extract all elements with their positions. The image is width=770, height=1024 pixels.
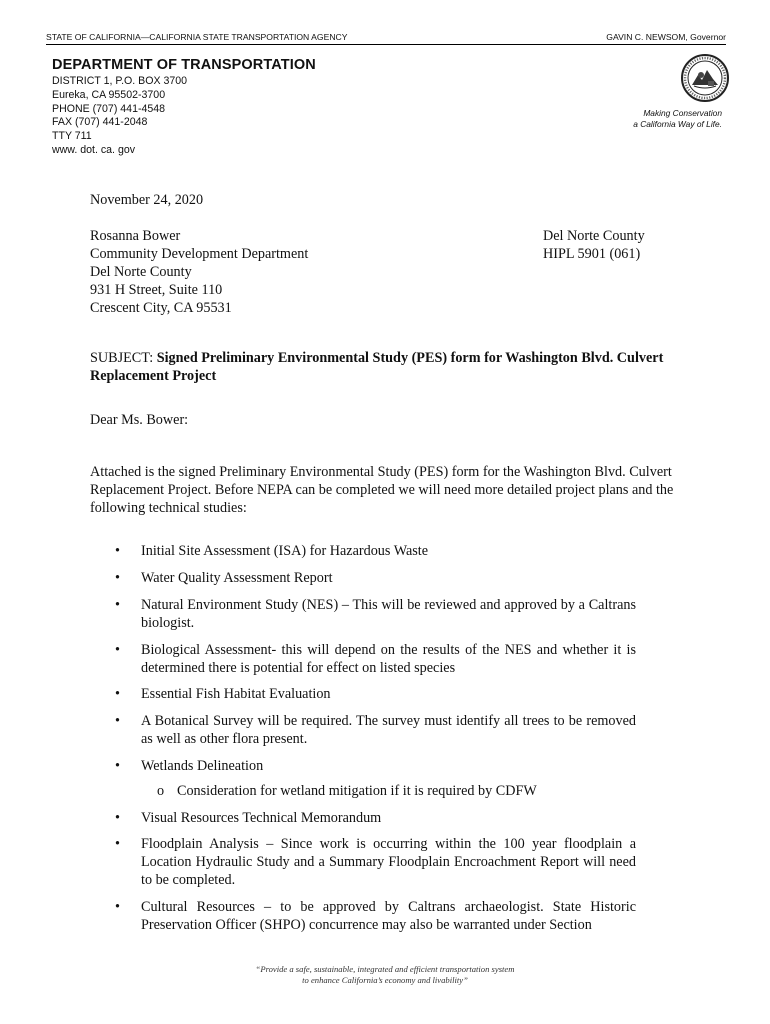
recipient-name: Rosanna Bower: [90, 228, 181, 244]
list-item: • A Botanical Survey will be required. The survey must identify all trees to be removed as well as other flora present.: [141, 712, 636, 748]
list-item: • Water Quality Assessment Report: [141, 569, 636, 587]
list-item: • Visual Resources Technical Memorandum: [141, 809, 636, 827]
motto-line: Making Conservation: [643, 108, 722, 118]
subject-text: Signed Preliminary Environmental Study (PES) form for Washington Blvd. Culvert Replacement Project: [90, 350, 664, 384]
list-item: • Cultural Resources – to be approved by Caltrans archaeologist. State Historic Preservation Officer (SHPO) concurrence may also be warranted under Section: [141, 898, 636, 934]
subject-label: SUBJECT:: [90, 350, 157, 366]
tty-line: TTY 711: [52, 130, 92, 143]
list-item: • Floodplain Analysis – Since work is occurring within the 100 year floodplain a Location Hydraulic Study and a Summary Floodplain Encroachment Report will need to be completed.: [141, 835, 636, 889]
agency-header-bar: [46, 32, 726, 45]
salutation: Dear Ms. Bower:: [90, 412, 189, 428]
reference-number: HIPL 5901 (061): [543, 246, 641, 262]
list-item: • Biological Assessment- this will depend on the results of the NES and whether it is determined there is potential for effect on listed species: [141, 641, 636, 677]
list-item: • Initial Site Assessment (ISA) for Hazardous Waste: [141, 542, 636, 560]
address-line: DISTRICT 1, P.O. BOX 3700: [52, 75, 188, 87]
recipient-dept: Community Development Department: [90, 246, 309, 262]
motto: [633, 108, 722, 130]
department-address: [52, 75, 187, 158]
list-item: • Wetlands Delineation: [141, 757, 636, 775]
footer-line: “Provide a safe, sustainable, integrated and efficient transportation system: [255, 964, 515, 974]
recipient-street: 931 H Street, Suite 110: [90, 282, 223, 298]
reference-county: Del Norte County: [543, 228, 645, 244]
letter-date: November 24, 2020: [90, 192, 204, 208]
list-item: • Essential Fish Habitat Evaluation: [141, 685, 636, 703]
list-item: • Natural Environment Study (NES) – This will be reviewed and approved by a Caltrans biologist.: [141, 596, 636, 632]
recipient-address: [90, 227, 308, 317]
footer-line: to enhance California’s economy and livability”: [302, 975, 468, 985]
governor-name: GAVIN C. NEWSOM, Governor: [606, 32, 726, 42]
subject-line: [90, 349, 680, 385]
address-line: Eureka, CA 95502-3700: [52, 88, 166, 101]
footer-motto: [0, 964, 770, 986]
motto-line: a California Way of Life.: [633, 119, 722, 129]
agency-name: STATE OF CALIFORNIA—CALIFORNIA STATE TRANSPORTATION AGENCY: [46, 32, 348, 42]
phone-line: PHONE (707) 441-4548: [52, 102, 166, 115]
reference-block: [543, 227, 645, 263]
sub-list-item: o Consideration for wetland mitigation if it is required by CDFW: [177, 782, 537, 800]
recipient-county: Del Norte County: [90, 264, 192, 280]
fax-line: FAX (707) 441-2048: [52, 116, 148, 129]
website-line: www. dot. ca. gov: [52, 143, 136, 156]
body-paragraph: Attached is the signed Preliminary Environmental Study (PES) form for the Washington Blvd. Culvert Replacement Project. Before NEPA can be completed we will need more detailed project plans and the following technical studies:: [90, 464, 674, 516]
department-title: DEPARTMENT OF TRANSPORTATION: [52, 57, 316, 73]
recipient-city: Crescent City, CA 95531: [90, 300, 232, 316]
state-seal-icon: [680, 53, 730, 103]
